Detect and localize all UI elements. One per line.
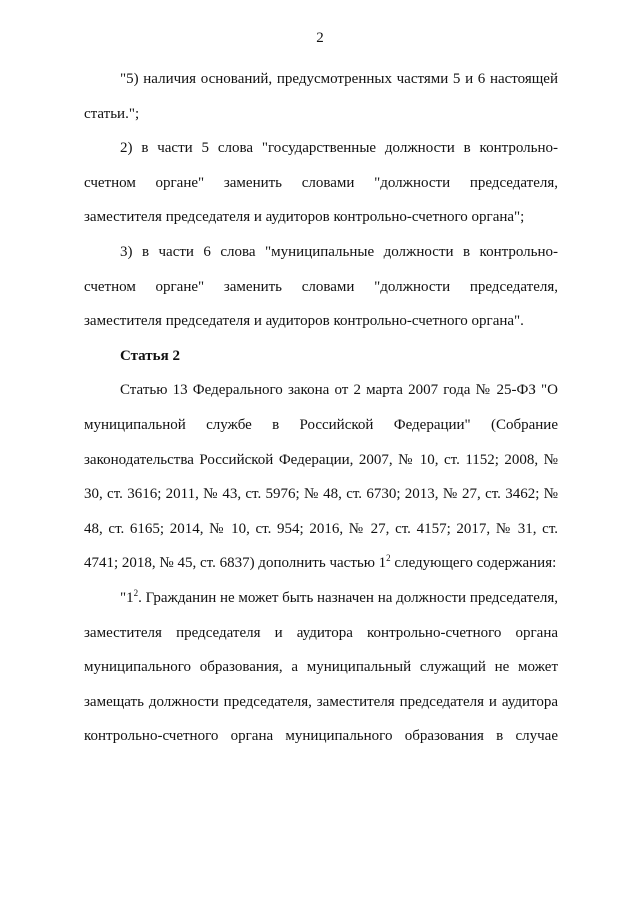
- paragraph-amendment-part-5: 2) в части 5 слова "государственные должности в контрольно-счетном органе" заменить словами "должности председателя, заместителя председателя и аудиторов контрольно-счетного органа";: [84, 140, 558, 226]
- paragraph-text-part: . Гражданин не может быть назначен на должности председателя, заместителя председателя и аудитора контрольно-счетного органа муниципального образования, а муниципальный служащий не может замещать должности председателя, заместителя председателя и аудитора контрольно-счетного органа муниципального образования в случае: [84, 589, 558, 745]
- paragraph-amendment-5: "5) наличия оснований, предусмотренных частями 5 и 6 настоящей статьи.";: [84, 71, 558, 122]
- paragraph-article-2-text: [84, 373, 558, 581]
- paragraph-quoted-part: [84, 581, 558, 754]
- paragraph-text-part: "1: [120, 589, 134, 606]
- superscript: 2: [133, 587, 139, 598]
- page-number: 2: [316, 30, 324, 46]
- document-body: [84, 62, 558, 754]
- paragraph-text-part: Статью 13 Федерального закона от 2 марта 2007 года № 25-ФЗ "О муниципальной службе в Российской Федерации" (Собрание законодательства Российской Федерации, 2007, № 10, ст. 1152; 2008, № 30, ст. 3616; 2011, № 43, ст. 5976; № 48, ст. 6730; 2013, № 27, ст. 3462; № 48, ст. 6165; 2014, № 10, ст. 954; 2016, № 27, ст. 4157; 2017, № 31, ст. 4741; 2018, № 45, ст. 6837) дополнить частью 1: [84, 382, 558, 572]
- superscript: 2: [386, 553, 391, 564]
- paragraph-amendment-part-6: 3) в части 6 слова "муниципальные должности в контрольно-счетном органе" заменить словами "должности председателя, заместителя председателя и аудиторов контрольно-счетного органа".: [84, 243, 558, 330]
- paragraph-text-part: следующего содержания:: [390, 555, 557, 572]
- article-heading: Статья 2: [120, 347, 180, 364]
